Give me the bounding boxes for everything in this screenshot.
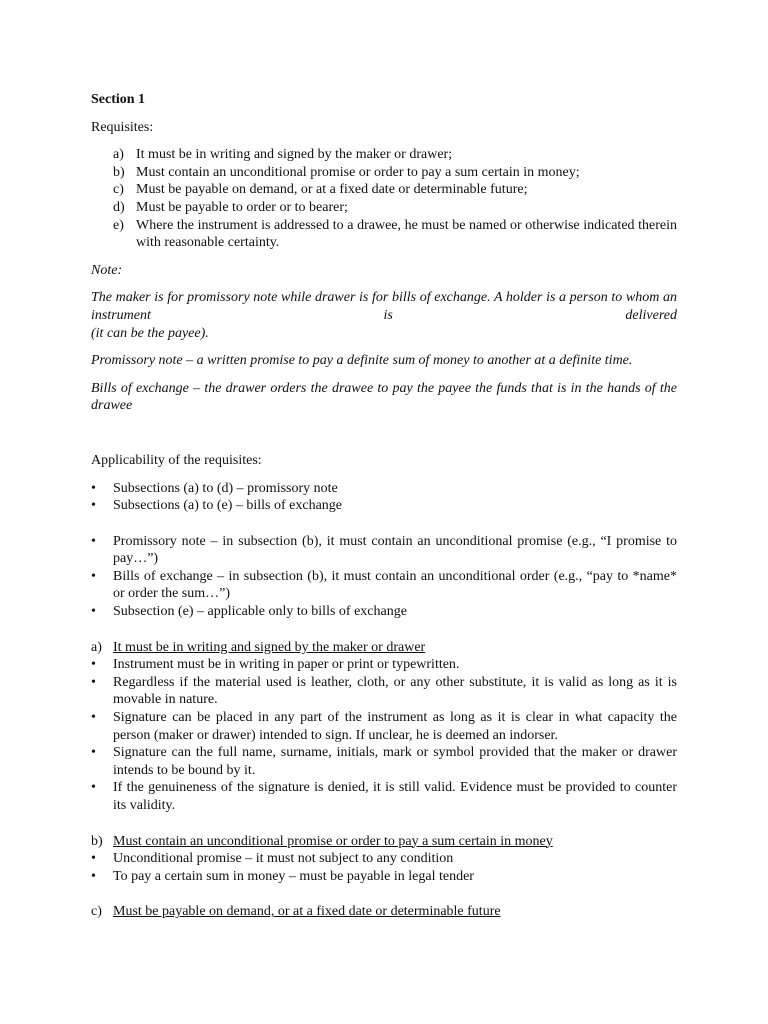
- bullet-item: [91, 603, 677, 621]
- bullet-icon: •: [91, 498, 96, 514]
- bullet-item: [91, 656, 677, 674]
- bullet-item: [91, 674, 677, 709]
- bullet-icon: •: [91, 480, 96, 496]
- bullet-text: To pay a certain sum in money – must be payable in legal tender: [113, 868, 474, 884]
- bullet-icon: •: [91, 657, 96, 673]
- requisites-label: Requisites:: [91, 119, 154, 135]
- requisite-text: It must be in writing and signed by the maker or drawer;: [136, 147, 453, 163]
- section-a-list: [91, 656, 677, 814]
- bullet-text: Promissory note – in subsection (b), it must contain an unconditional promise (e.g., “I promise to pay…”): [113, 533, 677, 567]
- bullet-item: [91, 744, 677, 779]
- requisite-item: [91, 199, 677, 217]
- bullet-item: [91, 497, 677, 515]
- bullet-text: Subsections (a) to (e) – bills of exchange: [113, 498, 342, 514]
- list-marker: e): [113, 217, 124, 233]
- section-a-heading: [91, 639, 677, 657]
- bullet-item: [91, 850, 677, 868]
- bullet-item: [91, 868, 677, 886]
- bullet-text: Signature can be placed in any part of the instrument as long as it is clear in what capacity the person (maker or drawer) intended to sign. If unclear, he is deemed an indorser.: [113, 710, 677, 743]
- requisite-item: [91, 164, 677, 182]
- section-b-list: [91, 850, 677, 885]
- promissory-note-definition: Promissory note – a written promise to pay a definite sum of money to another at a definite time.: [91, 353, 633, 369]
- bullet-icon: •: [91, 710, 96, 726]
- section-b-heading: [91, 833, 677, 851]
- bullet-text: Unconditional promise – it must not subject to any condition: [113, 851, 454, 867]
- requisite-item: [91, 146, 677, 164]
- list-marker: d): [113, 199, 125, 215]
- section-title: Section 1: [91, 92, 146, 107]
- section-b-title: Must contain an unconditional promise or order to pay a sum certain in money: [113, 833, 553, 849]
- bullet-text: If the genuineness of the signature is denied, it is still valid. Evidence must be provided to counter its validity.: [113, 780, 677, 813]
- bullet-text: Signature can the full name, surname, initials, mark or symbol provided that the maker or drawer intends to be bound by it.: [113, 745, 677, 778]
- note-text-line2: (it can be the payee).: [91, 325, 209, 341]
- document-page: [91, 91, 677, 921]
- bullet-item: [91, 533, 677, 568]
- bullet-icon: •: [91, 568, 96, 584]
- section-c-heading: [91, 903, 677, 921]
- bills-of-exchange-definition: Bills of exchange – the drawer orders the drawee to pay the payee the funds that is in the hands of the drawee: [91, 380, 677, 414]
- bullet-text: Subsection (e) – applicable only to bills of exchange: [113, 604, 407, 620]
- section-c-title: Must be payable on demand, or at a fixed date or determinable future: [113, 904, 501, 920]
- list-marker: b): [91, 833, 103, 849]
- list-marker: a): [113, 147, 124, 163]
- requisite-text: Must be payable to order or to bearer;: [136, 199, 348, 215]
- section-a-title: It must be in writing and signed by the maker or drawer: [113, 639, 426, 655]
- bullet-icon: •: [91, 780, 96, 796]
- bullet-icon: •: [91, 745, 96, 761]
- bullet-item: [91, 779, 677, 814]
- requisite-text: Where the instrument is addressed to a drawee, he must be named or otherwise indicated therein with reasonable certainty.: [136, 217, 677, 251]
- requisite-text: Must contain an unconditional promise or order to pay a sum certain in money;: [136, 164, 580, 180]
- requisites-list: [91, 146, 677, 252]
- requisite-item: [91, 181, 677, 199]
- bullet-text: Instrument must be in writing in paper or print or typewritten.: [113, 657, 460, 673]
- list-marker: b): [113, 164, 125, 180]
- bullet-item: [91, 709, 677, 744]
- bullet-text: Subsections (a) to (d) – promissory note: [113, 480, 338, 496]
- bullet-icon: •: [91, 674, 96, 690]
- bullet-icon: •: [91, 533, 96, 549]
- note-label: Note:: [91, 262, 123, 278]
- applicability-list-1: [91, 480, 677, 515]
- requisite-item: [91, 217, 677, 252]
- note-text-line1: The maker is for promissory note while drawer is for bills of exchange. A holder is a person to whom an instrument is delivered: [91, 290, 677, 323]
- bullet-item: [91, 480, 677, 498]
- requisite-text: Must be payable on demand, or at a fixed date or determinable future;: [136, 182, 528, 198]
- list-marker: a): [91, 639, 102, 655]
- note-block: [91, 289, 677, 342]
- applicability-list-2: [91, 533, 677, 621]
- bullet-icon: •: [91, 851, 96, 867]
- list-marker: c): [113, 182, 124, 198]
- bullet-text: Regardless if the material used is leather, cloth, or any other substitute, it is valid as long as it is movable in nature.: [113, 674, 677, 708]
- bullet-icon: •: [91, 604, 96, 620]
- applicability-label: Applicability of the requisites:: [91, 452, 262, 468]
- bullet-icon: •: [91, 868, 96, 884]
- list-marker: c): [91, 904, 102, 920]
- bullet-text: Bills of exchange – in subsection (b), it must contain an unconditional order (e.g., “pay to *name* or order the sum…”): [113, 568, 677, 602]
- bullet-item: [91, 568, 677, 603]
